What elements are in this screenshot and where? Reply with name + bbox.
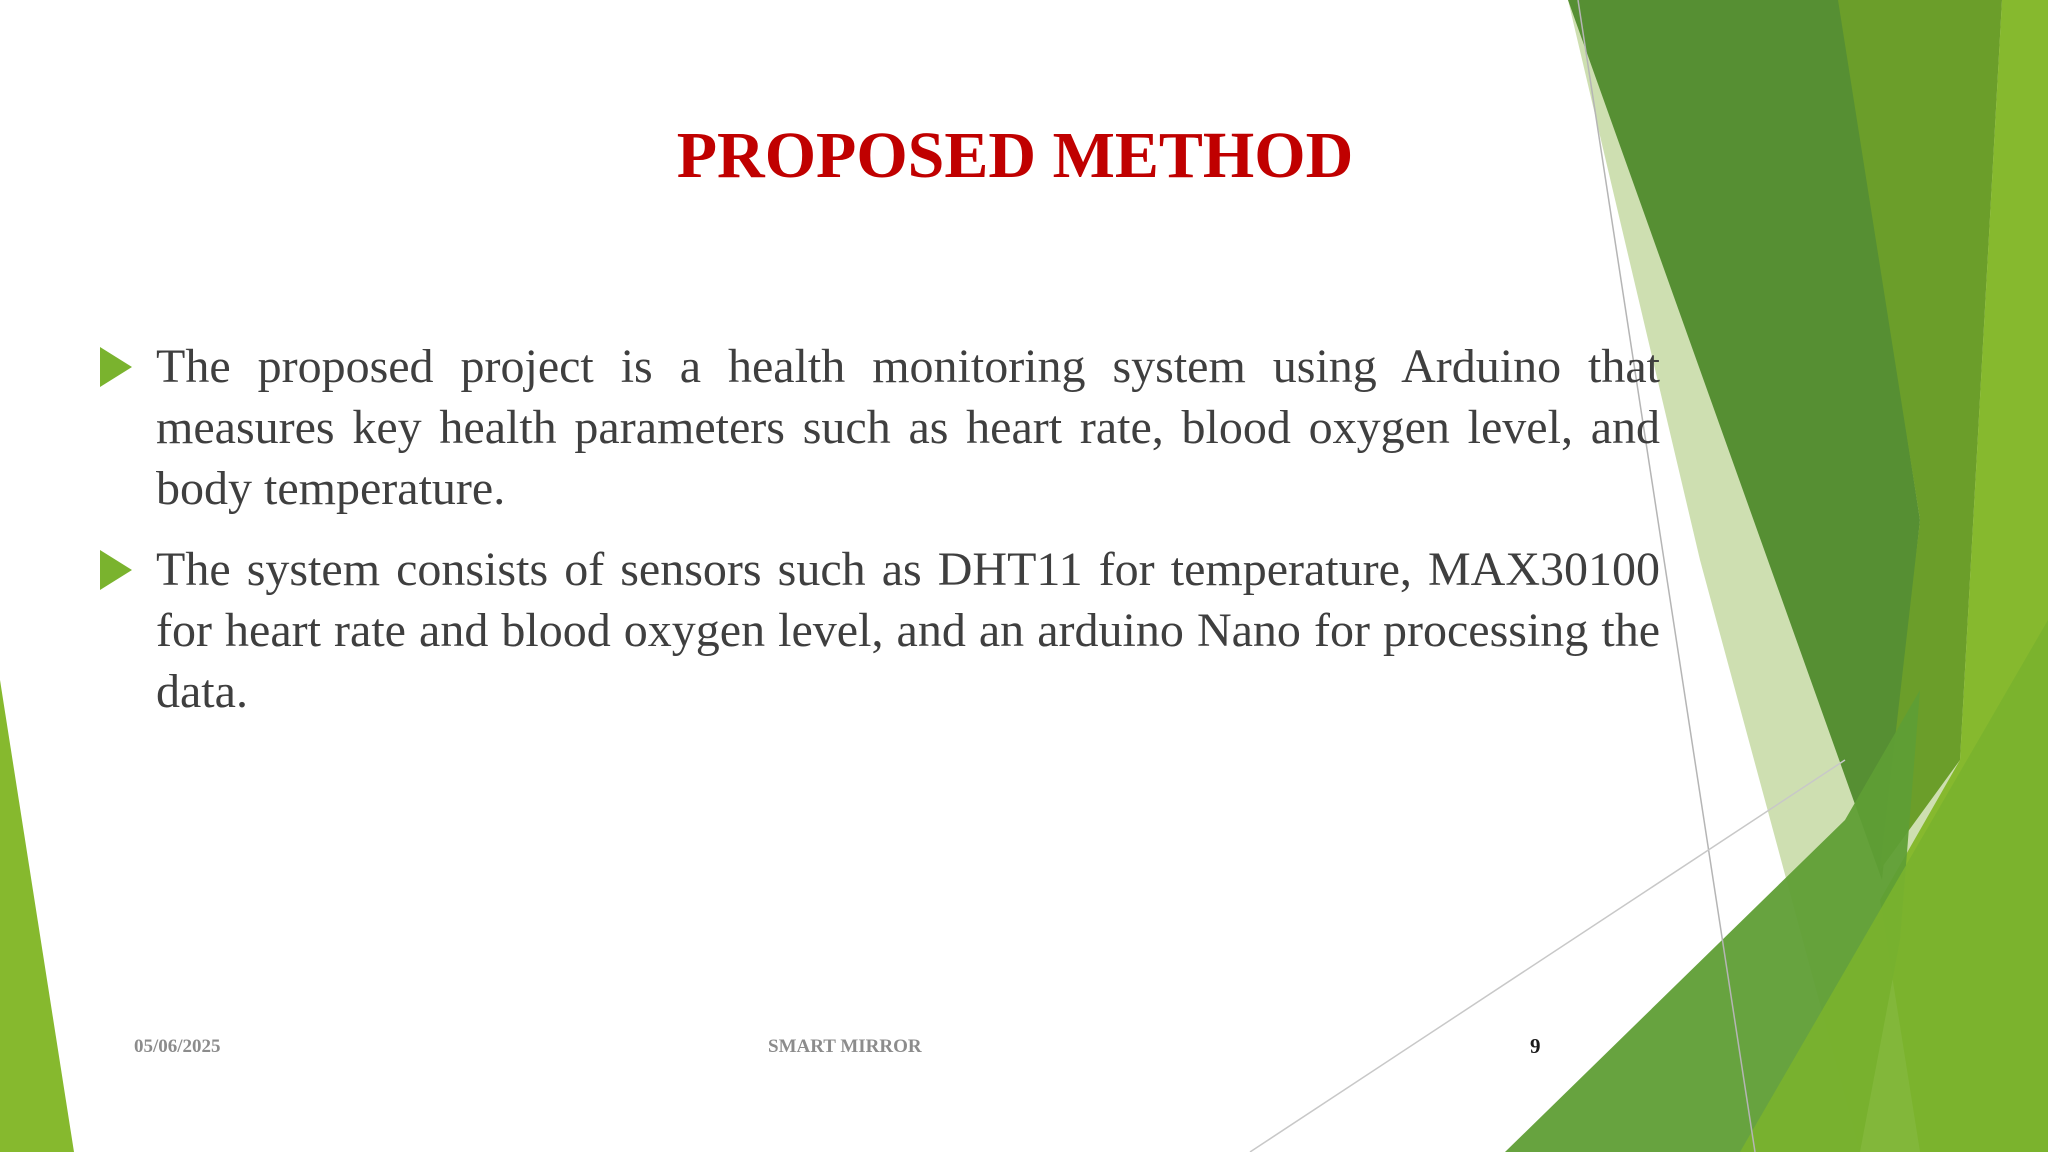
page-number: 9 (1530, 1034, 1541, 1058)
triangle-bullet-icon (100, 550, 132, 590)
bullet-text: The proposed project is a health monitoring system using Arduino that measures key health parameters such as heart rate, blood oxygen level, and body temperature. (156, 340, 1660, 515)
bullet-item (100, 336, 1660, 519)
bullet-list (100, 336, 1660, 742)
slide-title: PROPOSED METHOD (676, 119, 1354, 192)
triangle-bullet-icon (100, 347, 132, 387)
bullet-item (100, 539, 1660, 722)
facet-left-green (0, 680, 74, 1152)
footer-date: 05/06/2025 (134, 1036, 221, 1057)
footer-title: SMART MIRROR (768, 1036, 922, 1057)
bullet-text: The system consists of sensors such as DHT11 for temperature, MAX30100 for heart rate and blood oxygen level, and an arduino Nano for processing the data. (156, 543, 1660, 718)
